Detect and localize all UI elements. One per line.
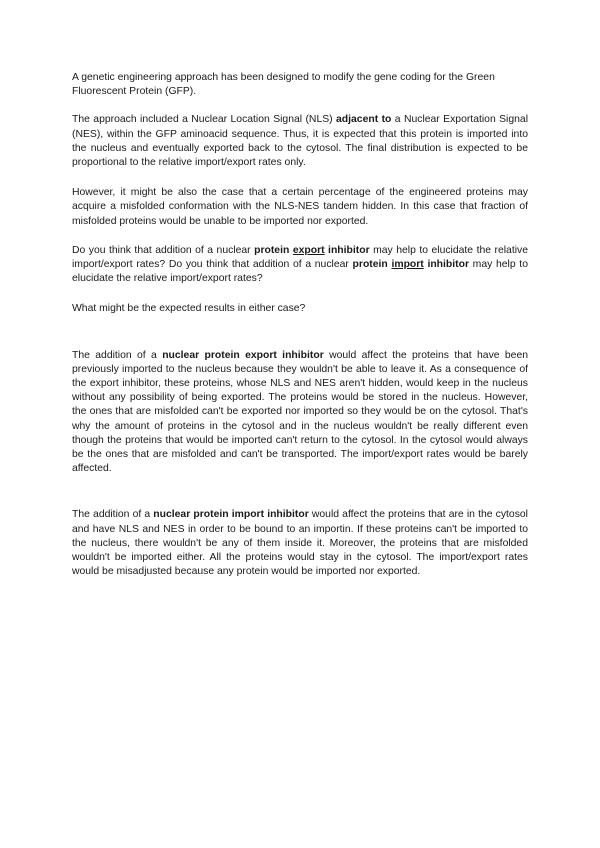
approach-paragraph: [72, 113, 528, 170]
import-answer-text-c: would affect the proteins that are in the cytosol and have NLS and NES in order to be bound to an importin. If these proteins can't be imported to the nucleus, there wouldn't be any of them inside it. Moreover, the proteins that are misfolded wouldn't be imported either. All the proteins would stay in the cytosol. The import/export rates would be misadjusted because any protein would be imported nor exported.: [72, 509, 528, 578]
export-answer-text-a: The addition of a: [72, 349, 163, 361]
question-text-a: Do you think that addition of a nuclear: [72, 244, 255, 256]
export-answer-bold: nuclear protein export inhibitor: [162, 349, 324, 361]
question-paragraph: [72, 244, 528, 287]
question-bold-underline-import: import: [391, 259, 424, 271]
import-answer-bold: nuclear protein import inhibitor: [153, 509, 309, 521]
question-bold-inhibitor-1: inhibitor: [324, 244, 370, 256]
question-bold-underline-export: export: [292, 244, 325, 256]
approach-text-c: a Nuclear Exportation Signal (NES), within the GFP aminoacid sequence. Thus, it is expected that this protein is imported into the nucleus and eventually exported back to the cytosol. The final distribution is expected to be proportional to the relative import/export rates only.: [72, 114, 529, 169]
approach-text-a: The approach included a Nuclear Location Signal (NLS): [72, 114, 337, 126]
question-bold-protein-1: protein: [254, 244, 293, 256]
misfolded-paragraph: However, it might be also the case that a certain percentage of the engineered proteins may acquire a misfolded conformation with the NLS-NES tandem hidden. In this case that fraction of misfolded proteins would be unable to be imported nor exported.: [72, 187, 528, 227]
question-bold-inhibitor-2: inhibitor: [423, 259, 469, 271]
intro-paragraph: A genetic engineering approach has been designed to modify the gene coding for the Green Fluorescent Protein (GFP).: [72, 72, 495, 98]
export-inhibitor-answer-paragraph: [72, 349, 528, 477]
question-text-c: may help to elucidate the relative import/export rates? Do you think that addition of a nuclear: [72, 244, 528, 271]
question-bold-protein-2: protein: [352, 259, 392, 271]
question-text-e: may help to elucidate the relative import/export rates?: [72, 259, 528, 285]
export-answer-text-c: would affect the proteins that have been previously imported to the nucleus because they wouldn't be able to leave it. As a consequence of the export inhibitor, these proteins, whose NLS and NES aren't hidden, would keep in the nucleus without any possibility of being exported. The proteins would be stored in the nucleus. However, the ones that are misfolded can't be exported nor imported so they would be on the cytosol. That's why the amount of proteins in the cytosol and in the nucleus wouldn't be really different even though the proteins that would be imported can't return to the cytosol. In the cytosol would always be the ones that are misfolded and can't be transported. The import/export rates would be barely affected.: [72, 349, 529, 475]
results-question-paragraph: What might be the expected results in either case?: [72, 303, 306, 315]
import-answer-text-a: The addition of a: [72, 509, 154, 521]
approach-bold-adjacent: adjacent to: [336, 114, 392, 126]
import-inhibitor-answer-paragraph: [72, 508, 528, 579]
